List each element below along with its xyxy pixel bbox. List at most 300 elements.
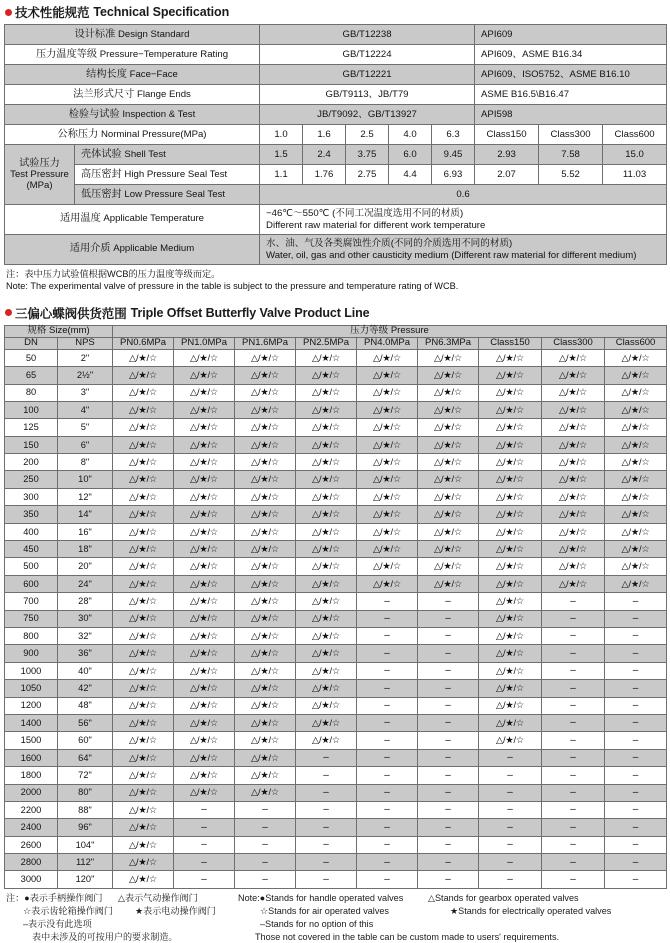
table-header-row <box>5 337 667 349</box>
cell-availability-symbols <box>542 349 605 366</box>
no-option-dash: – <box>632 717 639 729</box>
availability-symbol: △/★/☆ <box>559 526 588 537</box>
test-pressure-value: 1.5 <box>260 145 303 165</box>
cell-availability-symbols <box>479 419 542 436</box>
no-option-dash: – <box>262 804 268 816</box>
label-zh: 压力温度等级 <box>35 48 98 60</box>
cell-availability-symbols <box>174 732 235 749</box>
cell-availability-symbols <box>113 854 174 871</box>
availability-symbol: △/★/☆ <box>129 526 158 537</box>
applicable-medium-label <box>5 235 260 265</box>
test-pressure-sub-label <box>75 145 260 165</box>
label-en: Flange Ends <box>136 88 191 100</box>
section-heading-product-line <box>4 301 666 325</box>
availability-symbol: △/★/☆ <box>129 369 158 380</box>
no-option-dash: – <box>384 647 390 659</box>
availability-symbol: △/★/☆ <box>129 491 158 502</box>
cell-nps: 112" <box>58 854 113 871</box>
availability-symbol: △/★/☆ <box>129 735 158 746</box>
cell-availability-none <box>418 610 479 627</box>
no-option-dash: – <box>262 873 268 885</box>
test-pressure-value: 1.1 <box>260 165 303 185</box>
cell-availability-none <box>542 749 605 766</box>
availability-symbol: △/★/☆ <box>496 369 525 380</box>
cell-availability-none <box>542 801 605 818</box>
cell-availability-symbols <box>479 732 542 749</box>
availability-symbol: △/★/☆ <box>129 874 158 885</box>
cell-availability-symbols <box>235 575 296 592</box>
cell-availability-none <box>479 784 542 801</box>
no-option-dash: – <box>570 682 576 694</box>
cell-availability-symbols <box>174 349 235 366</box>
cell-availability-symbols <box>479 488 542 505</box>
cell-availability-none <box>296 854 357 871</box>
availability-symbol: △/★/☆ <box>621 561 650 572</box>
availability-symbol: △/★/☆ <box>621 509 650 520</box>
cell-availability-symbols <box>174 610 235 627</box>
cell-dn: 1800 <box>5 767 58 784</box>
table-row <box>5 714 667 731</box>
cell-availability-none <box>296 836 357 853</box>
red-bullet-icon <box>5 309 12 316</box>
cell-dn: 350 <box>5 506 58 523</box>
cell-availability-none <box>479 767 542 784</box>
availability-symbol: △/★/☆ <box>434 561 463 572</box>
availability-symbol: △/★/☆ <box>312 648 341 659</box>
cell-availability-symbols <box>479 697 542 714</box>
no-option-dash: – <box>632 595 639 607</box>
label-zh: 试验压力 <box>19 157 60 169</box>
no-option-dash: – <box>384 734 390 746</box>
availability-symbol: △/★/☆ <box>312 456 341 467</box>
table-row <box>5 593 667 610</box>
cell-availability-symbols <box>113 471 174 488</box>
availability-symbol: △/★/☆ <box>190 683 219 694</box>
no-option-dash: – <box>323 786 329 798</box>
no-option-dash: – <box>507 839 513 851</box>
spec-row-label <box>5 105 260 125</box>
table-row <box>5 801 667 818</box>
no-option-dash: – <box>323 873 329 885</box>
test-pressure-value: 2.07 <box>475 165 539 185</box>
cell-availability-symbols <box>113 419 174 436</box>
cell-availability-symbols <box>174 645 235 662</box>
spec-row-api: API609、ISO5752、ASME B16.10 <box>475 65 667 85</box>
availability-symbol: △/★/☆ <box>496 491 525 502</box>
cell-availability-symbols <box>235 784 296 801</box>
availability-symbol: △/★/☆ <box>190 352 219 363</box>
cell-availability-symbols <box>357 541 418 558</box>
cell-availability-symbols <box>235 558 296 575</box>
cell-availability-symbols <box>542 367 605 384</box>
cell-availability-symbols <box>113 680 174 697</box>
cell-availability-symbols <box>174 575 235 592</box>
availability-symbol: △/★/☆ <box>434 439 463 450</box>
cell-availability-symbols <box>605 471 667 488</box>
no-option-dash: – <box>262 821 268 833</box>
no-option-dash: – <box>445 647 451 659</box>
cell-availability-none <box>418 628 479 645</box>
label-en: Face−Face <box>129 68 178 80</box>
availability-symbol: △/★/☆ <box>559 456 588 467</box>
cell-availability-symbols <box>605 575 667 592</box>
availability-symbol: △/★/☆ <box>434 387 463 398</box>
legend-nooption-zh: –表示没有此选项 <box>23 918 92 929</box>
cell-availability-symbols <box>542 419 605 436</box>
cell-availability-symbols <box>357 488 418 505</box>
no-option-dash: – <box>323 752 329 764</box>
table-row <box>5 523 667 540</box>
no-option-dash: – <box>384 804 390 816</box>
label-en: Pressure−Temperature Rating <box>99 48 229 60</box>
cell-availability-symbols <box>418 454 479 471</box>
size-group-header <box>5 325 113 337</box>
cell-availability-none <box>605 697 667 714</box>
availability-symbol: △/★/☆ <box>559 352 588 363</box>
no-option-dash: – <box>384 786 390 798</box>
table-row <box>5 85 667 105</box>
cell-availability-symbols <box>418 488 479 505</box>
cell-availability-symbols <box>113 836 174 853</box>
availability-symbol: △/★/☆ <box>251 387 280 398</box>
test-pressure-value: 5.52 <box>539 165 603 185</box>
availability-symbol: △/★/☆ <box>373 509 402 520</box>
availability-symbol: △/★/☆ <box>559 474 588 485</box>
availability-symbol: △/★/☆ <box>251 769 280 780</box>
cell-dn: 2400 <box>5 819 58 836</box>
availability-symbol: △/★/☆ <box>251 404 280 415</box>
cell-availability-symbols <box>174 680 235 697</box>
cell-availability-symbols <box>113 367 174 384</box>
no-option-dash: – <box>570 752 576 764</box>
cell-availability-symbols <box>357 419 418 436</box>
availability-symbol: △/★/☆ <box>496 665 525 676</box>
cell-availability-symbols <box>296 680 357 697</box>
availability-symbol: △/★/☆ <box>190 369 219 380</box>
availability-symbol: △/★/☆ <box>190 422 219 433</box>
table-row <box>5 767 667 784</box>
cell-availability-symbols <box>605 384 667 401</box>
availability-symbol: △/★/☆ <box>312 561 341 572</box>
availability-symbol: △/★/☆ <box>373 422 402 433</box>
cell-availability-none <box>605 662 667 679</box>
cell-availability-none <box>418 871 479 888</box>
availability-symbol: △/★/☆ <box>621 422 650 433</box>
no-option-dash: – <box>323 804 329 816</box>
test-pressure-value: 9.45 <box>432 145 475 165</box>
spec-row-gb: GB/T12221 <box>260 65 475 85</box>
cell-dn: 250 <box>5 471 58 488</box>
availability-symbol: △/★/☆ <box>190 578 219 589</box>
legend-prefix-en <box>238 892 428 905</box>
availability-symbol: △/★/☆ <box>190 700 219 711</box>
cell-availability-symbols <box>113 593 174 610</box>
cell-nps: 5" <box>58 419 113 436</box>
cell-availability-symbols <box>113 541 174 558</box>
cell-dn: 2000 <box>5 784 58 801</box>
availability-symbol: △/★/☆ <box>434 474 463 485</box>
cell-availability-symbols <box>542 488 605 505</box>
availability-symbol: △/★/☆ <box>251 752 280 763</box>
cell-availability-symbols <box>479 436 542 453</box>
cell-nps: 3" <box>58 384 113 401</box>
cell-availability-symbols <box>542 575 605 592</box>
availability-symbol: △/★/☆ <box>312 491 341 502</box>
availability-symbol: △/★/☆ <box>496 439 525 450</box>
availability-symbol: △/★/☆ <box>190 613 219 624</box>
no-option-dash: – <box>632 665 639 677</box>
label-en: Test Pressure <box>10 169 69 181</box>
test-pressure-value: 6.0 <box>389 145 432 165</box>
cell-availability-symbols <box>357 349 418 366</box>
availability-symbol: △/★/☆ <box>251 735 280 746</box>
availability-symbol: △/★/☆ <box>129 700 158 711</box>
no-option-dash: – <box>384 595 390 607</box>
label-zh: 检验与试验 <box>68 108 120 120</box>
cell-nps: 42" <box>58 680 113 697</box>
availability-symbol: △/★/☆ <box>373 578 402 589</box>
availability-symbol: △/★/☆ <box>312 700 341 711</box>
label-zh: 壳体试验 <box>81 148 122 160</box>
cell-availability-none <box>605 610 667 627</box>
availability-symbol: △/★/☆ <box>251 578 280 589</box>
table-row <box>5 401 667 418</box>
cell-availability-none <box>418 749 479 766</box>
no-option-dash: – <box>445 873 451 885</box>
availability-symbol: △/★/☆ <box>621 526 650 537</box>
cell-availability-symbols <box>296 401 357 418</box>
availability-symbol: △/★/☆ <box>621 352 650 363</box>
spec-row-api: API609 <box>475 25 667 45</box>
cell-availability-symbols <box>296 593 357 610</box>
cell-dn: 750 <box>5 610 58 627</box>
cell-availability-symbols <box>296 732 357 749</box>
spec-row-gb: JB/T9092、GB/T13927 <box>260 105 475 125</box>
no-option-dash: – <box>201 821 207 833</box>
legend-handle-en: ●Stands for handle operated valves <box>259 892 404 903</box>
no-option-dash: – <box>445 595 451 607</box>
cell-availability-none <box>418 697 479 714</box>
cell-availability-none <box>542 628 605 645</box>
cell-nps: 104" <box>58 836 113 853</box>
no-option-dash: – <box>507 856 513 868</box>
cell-nps: 40" <box>58 662 113 679</box>
availability-symbol: △/★/☆ <box>312 352 341 363</box>
legend-air-zh: ☆表示齿轮箱操作阀门 <box>23 905 113 916</box>
cell-availability-none <box>479 871 542 888</box>
cell-availability-symbols <box>113 662 174 679</box>
cell-dn: 2600 <box>5 836 58 853</box>
cell-availability-symbols <box>296 523 357 540</box>
table-row <box>5 749 667 766</box>
cell-availability-symbols <box>357 401 418 418</box>
cell-availability-none <box>357 610 418 627</box>
cell-availability-none <box>296 801 357 818</box>
table-row <box>5 558 667 575</box>
table-row <box>5 488 667 505</box>
legend-english <box>238 892 664 943</box>
cell-availability-symbols <box>235 471 296 488</box>
product-line-table <box>4 325 667 889</box>
cell-availability-none <box>357 871 418 888</box>
applicable-temperature-label <box>5 205 260 235</box>
cell-availability-symbols <box>542 541 605 558</box>
availability-symbol: △/★/☆ <box>434 491 463 502</box>
legend-custom-en: Those not covered in the table can be custom made to users' requirements. <box>255 931 560 942</box>
no-option-dash: – <box>632 786 639 798</box>
cell-dn: 2800 <box>5 854 58 871</box>
availability-symbol: △/★/☆ <box>129 387 158 398</box>
availability-symbol: △/★/☆ <box>251 717 280 728</box>
cell-availability-symbols <box>174 523 235 540</box>
no-option-dash: – <box>632 613 639 625</box>
cell-availability-none <box>479 801 542 818</box>
cell-availability-none <box>542 732 605 749</box>
availability-symbol: △/★/☆ <box>496 683 525 694</box>
cell-nps: 6" <box>58 436 113 453</box>
test-pressure-sub-label <box>75 165 260 185</box>
availability-symbol: △/★/☆ <box>190 735 219 746</box>
cell-availability-symbols <box>479 680 542 697</box>
technical-specification-table <box>4 24 667 265</box>
cell-availability-none <box>542 645 605 662</box>
no-option-dash: – <box>384 717 390 729</box>
cell-availability-none <box>605 749 667 766</box>
spec-row-label <box>5 25 260 45</box>
no-option-dash: – <box>445 856 451 868</box>
no-option-dash: – <box>445 613 451 625</box>
group-label-zh: 压力等级 <box>350 324 389 336</box>
no-option-dash: – <box>323 856 329 868</box>
no-option-dash: – <box>507 769 513 781</box>
availability-symbol: △/★/☆ <box>559 509 588 520</box>
cell-dn: 1400 <box>5 714 58 731</box>
availability-symbol: △/★/☆ <box>559 422 588 433</box>
availability-symbol: △/★/☆ <box>621 404 650 415</box>
cell-availability-none <box>418 593 479 610</box>
availability-symbol: △/★/☆ <box>373 439 402 450</box>
cell-dn: 1000 <box>5 662 58 679</box>
cell-availability-symbols <box>605 506 667 523</box>
cell-availability-symbols <box>113 628 174 645</box>
availability-symbol: △/★/☆ <box>373 491 402 502</box>
availability-symbol: △/★/☆ <box>129 856 158 867</box>
availability-symbol: △/★/☆ <box>312 543 341 554</box>
availability-symbol: △/★/☆ <box>251 787 280 798</box>
table-row <box>5 871 667 888</box>
cell-availability-symbols <box>113 819 174 836</box>
cell-availability-symbols <box>418 506 479 523</box>
cell-nps: 48" <box>58 697 113 714</box>
no-option-dash: – <box>632 769 639 781</box>
availability-symbol: △/★/☆ <box>621 369 650 380</box>
cell-dn: 500 <box>5 558 58 575</box>
availability-symbol: △/★/☆ <box>312 439 341 450</box>
nominal-pressure-value: Class300 <box>539 125 603 145</box>
table-row <box>5 384 667 401</box>
availability-symbol: △/★/☆ <box>373 352 402 363</box>
availability-symbol: △/★/☆ <box>496 578 525 589</box>
availability-symbol: △/★/☆ <box>496 526 525 537</box>
test-pressure-value: 3.75 <box>346 145 389 165</box>
cell-availability-none <box>479 854 542 871</box>
nominal-pressure-label <box>5 125 260 145</box>
no-option-dash: – <box>262 839 268 851</box>
availability-symbol: △/★/☆ <box>190 404 219 415</box>
no-option-dash: – <box>632 856 639 868</box>
cell-availability-symbols <box>235 523 296 540</box>
availability-symbol: △/★/☆ <box>621 439 650 450</box>
cell-availability-none <box>542 680 605 697</box>
cell-dn: 1200 <box>5 697 58 714</box>
no-option-dash: – <box>570 734 576 746</box>
cell-availability-symbols <box>113 401 174 418</box>
availability-symbol: △/★/☆ <box>251 648 280 659</box>
no-option-dash: – <box>570 804 576 816</box>
availability-symbol: △/★/☆ <box>434 422 463 433</box>
cell-availability-symbols <box>418 471 479 488</box>
availability-symbol: △/★/☆ <box>129 543 158 554</box>
cell-availability-none <box>605 819 667 836</box>
no-option-dash: – <box>384 752 390 764</box>
cell-availability-none <box>418 819 479 836</box>
cell-availability-none <box>542 697 605 714</box>
cell-availability-none <box>542 593 605 610</box>
no-option-dash: – <box>445 769 451 781</box>
availability-symbol: △/★/☆ <box>373 369 402 380</box>
note-zh: 注：表中压力试验值根据WCB的压力温度等级而定。 <box>6 269 221 279</box>
availability-symbol: △/★/☆ <box>312 369 341 380</box>
table-row <box>5 628 667 645</box>
cell-availability-none <box>605 593 667 610</box>
label-zh: 适用介质 <box>69 243 111 255</box>
no-option-dash: – <box>384 613 390 625</box>
cell-dn: 200 <box>5 454 58 471</box>
cell-availability-none <box>418 714 479 731</box>
cell-availability-none <box>174 819 235 836</box>
cell-availability-symbols <box>235 697 296 714</box>
cell-availability-symbols <box>605 401 667 418</box>
cell-nps: 12" <box>58 488 113 505</box>
cell-availability-none <box>296 749 357 766</box>
cell-availability-none <box>235 819 296 836</box>
cell-nps: 10" <box>58 471 113 488</box>
cell-nps: 2½" <box>58 367 113 384</box>
cell-availability-none <box>357 854 418 871</box>
legend-air-en: ☆Stands for air operated valves <box>260 905 389 916</box>
no-option-dash: – <box>384 682 390 694</box>
cell-availability-symbols <box>542 506 605 523</box>
cell-availability-symbols <box>605 523 667 540</box>
cell-availability-none <box>605 854 667 871</box>
cell-availability-symbols <box>113 645 174 662</box>
cell-availability-symbols <box>296 367 357 384</box>
cell-availability-symbols <box>296 697 357 714</box>
cell-availability-symbols <box>113 871 174 888</box>
availability-symbol: △/★/☆ <box>496 561 525 572</box>
cell-availability-symbols <box>357 454 418 471</box>
availability-symbol: △/★/☆ <box>312 422 341 433</box>
availability-symbol: △/★/☆ <box>251 352 280 363</box>
legend-custom-zh: 表中未涉及的可按用户的要求制造。 <box>32 931 178 942</box>
availability-symbol: △/★/☆ <box>434 404 463 415</box>
cell-availability-symbols <box>174 367 235 384</box>
no-option-dash: – <box>445 717 451 729</box>
availability-symbol: △/★/☆ <box>496 613 525 624</box>
availability-symbol: △/★/☆ <box>559 543 588 554</box>
cell-nps: 18" <box>58 541 113 558</box>
no-option-dash: – <box>201 804 207 816</box>
